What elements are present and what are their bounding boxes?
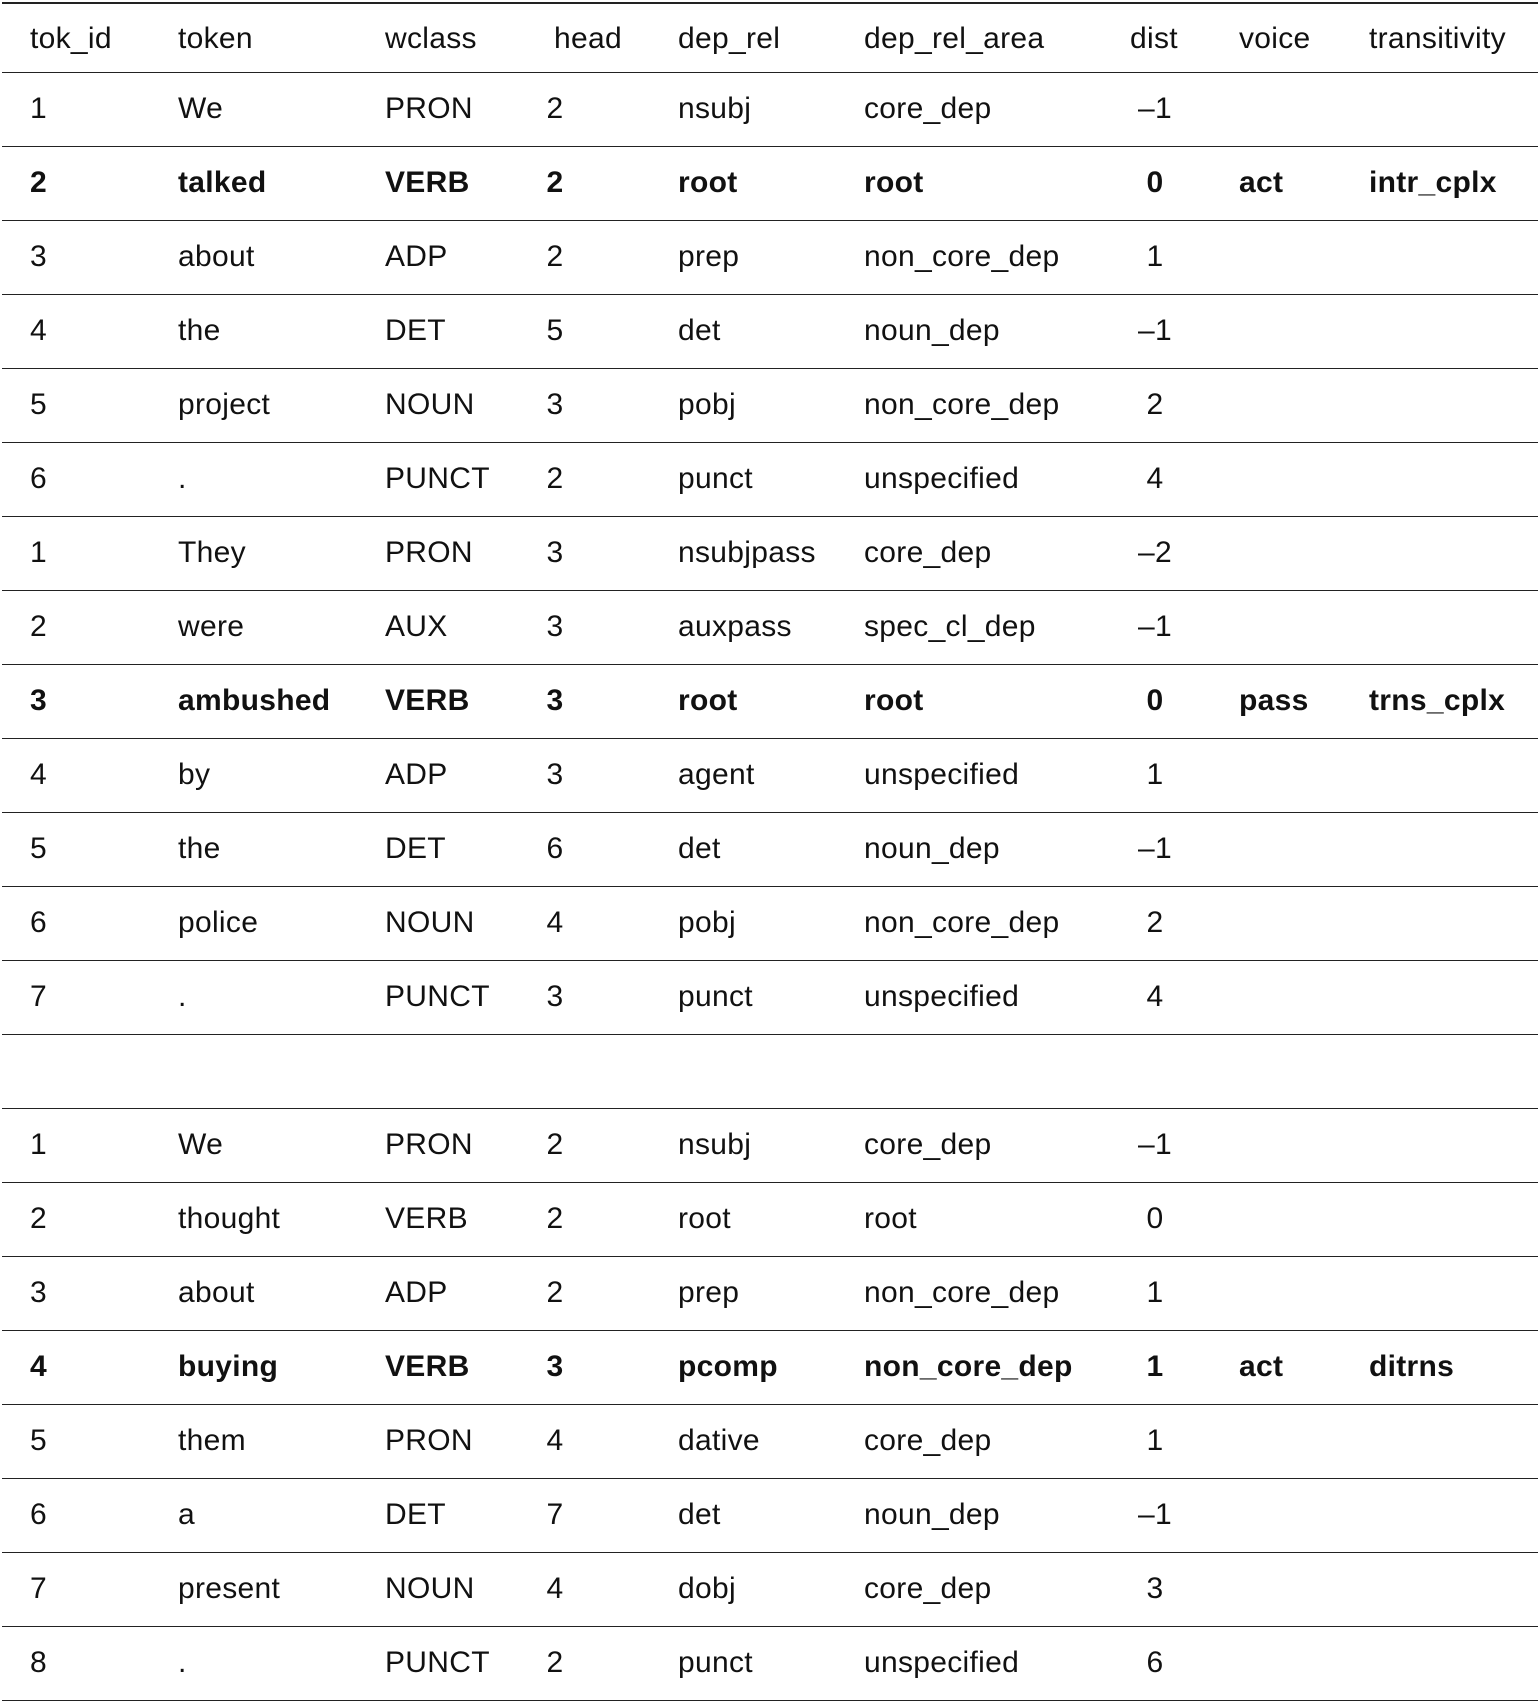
- cell-head: 6: [546, 832, 564, 865]
- cell-tok-id: 2: [30, 610, 47, 643]
- table-row: [0, 961, 1540, 1033]
- cell-wclass: PRON: [385, 1128, 473, 1161]
- cell-dep-rel-area: spec_cl_dep: [864, 610, 1036, 643]
- cell-dep-rel-area: unspecified: [864, 758, 1020, 791]
- cell-dep-rel-area: non_core_dep: [864, 1350, 1073, 1383]
- cell-tok-id: 1: [30, 92, 47, 125]
- header-token: token: [178, 22, 253, 55]
- cell-tok-id: 6: [30, 462, 47, 495]
- cell-token: thought: [178, 1202, 281, 1235]
- cell-head: 3: [546, 758, 564, 791]
- table-row: [0, 1183, 1540, 1255]
- table-header: [0, 6, 1540, 72]
- cell-dep-rel-area: root: [864, 166, 924, 199]
- cell-tok-id: 7: [30, 980, 47, 1013]
- cell-token: the: [178, 832, 221, 865]
- cell-tok-id: 6: [30, 1498, 47, 1531]
- cell-dep-rel: prep: [678, 1276, 740, 1309]
- cell-tok-id: 1: [30, 1128, 47, 1161]
- table-rule: [2, 1700, 1538, 1701]
- table-row: [0, 221, 1540, 293]
- cell-dist: 0: [1146, 166, 1164, 199]
- cell-head: 4: [546, 1572, 564, 1605]
- cell-dep-rel: pobj: [678, 906, 736, 939]
- cell-head: 2: [546, 1276, 564, 1309]
- cell-head: 4: [546, 906, 564, 939]
- table-row: [0, 147, 1540, 219]
- table-row: [0, 1109, 1540, 1181]
- cell-tok-id: 4: [30, 1350, 47, 1383]
- cell-wclass: ADP: [385, 1276, 448, 1309]
- table-row: [0, 443, 1540, 515]
- cell-dist: 1: [1146, 240, 1164, 273]
- cell-dist: 2: [1146, 906, 1164, 939]
- cell-dep-rel: punct: [678, 980, 753, 1013]
- cell-tok-id: 3: [30, 240, 47, 273]
- cell-dist: 1: [1146, 1276, 1164, 1309]
- cell-token: them: [178, 1424, 246, 1457]
- table-row: [0, 1405, 1540, 1477]
- cell-wclass: VERB: [385, 684, 470, 717]
- cell-dep-rel: nsubj: [678, 92, 752, 125]
- cell-wclass: PRON: [385, 1424, 473, 1457]
- cell-tok-id: 4: [30, 758, 47, 791]
- table-row: [0, 1331, 1540, 1403]
- cell-wclass: DET: [385, 314, 446, 347]
- header-transitivity: transitivity: [1369, 22, 1506, 55]
- table-row: [0, 369, 1540, 441]
- cell-transitivity: trns_cplx: [1369, 684, 1506, 717]
- cell-wclass: AUX: [385, 610, 448, 643]
- cell-dist: 2: [1146, 388, 1164, 421]
- cell-wclass: NOUN: [385, 388, 475, 421]
- table-row: [0, 73, 1540, 145]
- cell-dist: 4: [1146, 980, 1164, 1013]
- cell-token: a: [178, 1498, 195, 1531]
- cell-wclass: PRON: [385, 536, 473, 569]
- header-dep-rel: dep_rel: [678, 22, 781, 55]
- cell-token: They: [178, 536, 246, 569]
- cell-token: police: [178, 906, 259, 939]
- cell-dep-rel: root: [678, 684, 738, 717]
- cell-dep-rel: agent: [678, 758, 755, 791]
- cell-wclass: VERB: [385, 1202, 468, 1235]
- cell-dist: 1: [1146, 1424, 1164, 1457]
- cell-dep-rel-area: non_core_dep: [864, 906, 1060, 939]
- cell-dep-rel: prep: [678, 240, 740, 273]
- cell-transitivity: ditrns: [1369, 1350, 1455, 1383]
- table-row: [0, 813, 1540, 885]
- cell-dep-rel-area: root: [864, 684, 924, 717]
- cell-dep-rel: dative: [678, 1424, 760, 1457]
- cell-head: 2: [546, 240, 564, 273]
- header-tok-id: tok_id: [30, 22, 112, 55]
- cell-dist: –1: [1138, 832, 1172, 865]
- cell-wclass: PUNCT: [385, 462, 490, 495]
- cell-dep-rel-area: core_dep: [864, 1424, 992, 1457]
- cell-wclass: PRON: [385, 92, 473, 125]
- cell-dist: 6: [1146, 1646, 1164, 1679]
- cell-dep-rel-area: noun_dep: [864, 1498, 1000, 1531]
- cell-dep-rel: auxpass: [678, 610, 792, 643]
- cell-wclass: NOUN: [385, 906, 475, 939]
- cell-head: 3: [546, 536, 564, 569]
- cell-token: were: [178, 610, 245, 643]
- cell-voice: act: [1239, 166, 1284, 199]
- cell-dist: 1: [1146, 758, 1164, 791]
- table-row: [0, 887, 1540, 959]
- cell-dep-rel-area: unspecified: [864, 1646, 1020, 1679]
- cell-head: 2: [546, 1202, 564, 1235]
- cell-head: 2: [546, 1128, 564, 1161]
- cell-voice: act: [1239, 1350, 1284, 1383]
- cell-dep-rel-area: root: [864, 1202, 917, 1235]
- cell-token: present: [178, 1572, 281, 1605]
- table-row: [0, 1479, 1540, 1551]
- cell-dep-rel: det: [678, 832, 721, 865]
- table-row: [0, 665, 1540, 737]
- cell-dep-rel-area: non_core_dep: [864, 1276, 1060, 1309]
- cell-wclass: VERB: [385, 166, 470, 199]
- cell-tok-id: 3: [30, 1276, 47, 1309]
- cell-token: about: [178, 240, 255, 273]
- cell-dep-rel-area: core_dep: [864, 536, 992, 569]
- cell-wclass: ADP: [385, 758, 448, 791]
- table-row: [0, 1553, 1540, 1625]
- header-dist: dist: [1130, 22, 1178, 55]
- cell-dist: –1: [1138, 1128, 1172, 1161]
- cell-head: 5: [546, 314, 564, 347]
- cell-voice: pass: [1239, 684, 1309, 717]
- cell-wclass: VERB: [385, 1350, 470, 1383]
- cell-head: 2: [546, 1646, 564, 1679]
- cell-head: 7: [546, 1498, 564, 1531]
- cell-head: 3: [546, 980, 564, 1013]
- cell-dist: 3: [1146, 1572, 1164, 1605]
- cell-tok-id: 1: [30, 536, 47, 569]
- cell-dep-rel-area: unspecified: [864, 980, 1020, 1013]
- table-rule: [2, 1034, 1538, 1035]
- cell-tok-id: 2: [30, 166, 47, 199]
- cell-token: by: [178, 758, 211, 791]
- cell-dist: 0: [1146, 684, 1164, 717]
- cell-dep-rel: root: [678, 1202, 731, 1235]
- cell-token: about: [178, 1276, 255, 1309]
- cell-head: 3: [546, 610, 564, 643]
- cell-dep-rel: pcomp: [678, 1350, 778, 1383]
- cell-token: project: [178, 388, 271, 421]
- cell-dep-rel: root: [678, 166, 738, 199]
- cell-wclass: DET: [385, 1498, 446, 1531]
- cell-tok-id: 3: [30, 684, 47, 717]
- cell-tok-id: 6: [30, 906, 47, 939]
- cell-dist: 0: [1146, 1202, 1164, 1235]
- header-head: head: [554, 22, 622, 55]
- cell-dist: 4: [1146, 462, 1164, 495]
- cell-head: 3: [546, 684, 564, 717]
- cell-tok-id: 4: [30, 314, 47, 347]
- cell-tok-id: 7: [30, 1572, 47, 1605]
- cell-tok-id: 8: [30, 1646, 47, 1679]
- cell-dep-rel-area: noun_dep: [864, 314, 1000, 347]
- cell-transitivity: intr_cplx: [1369, 166, 1497, 199]
- table-row: [0, 1627, 1540, 1699]
- cell-head: 2: [546, 92, 564, 125]
- cell-dep-rel: punct: [678, 462, 753, 495]
- cell-dep-rel-area: noun_dep: [864, 832, 1000, 865]
- cell-dep-rel: det: [678, 314, 721, 347]
- cell-dist: –2: [1138, 536, 1172, 569]
- cell-dep-rel: punct: [678, 1646, 753, 1679]
- cell-dep-rel: dobj: [678, 1572, 736, 1605]
- cell-dep-rel: nsubj: [678, 1128, 752, 1161]
- table-row: [0, 739, 1540, 811]
- cell-token: .: [178, 1646, 187, 1679]
- cell-tok-id: 5: [30, 388, 47, 421]
- table-row: [0, 295, 1540, 367]
- cell-dist: –1: [1138, 610, 1172, 643]
- cell-dep-rel: pobj: [678, 388, 736, 421]
- cell-dep-rel: nsubjpass: [678, 536, 816, 569]
- cell-token: .: [178, 980, 187, 1013]
- cell-dep-rel: det: [678, 1498, 721, 1531]
- cell-head: 3: [546, 1350, 564, 1383]
- table-rule: [2, 2, 1538, 4]
- cell-wclass: PUNCT: [385, 980, 490, 1013]
- cell-wclass: ADP: [385, 240, 448, 273]
- cell-dep-rel-area: unspecified: [864, 462, 1020, 495]
- header-wclass: wclass: [385, 22, 477, 55]
- cell-wclass: DET: [385, 832, 446, 865]
- cell-dep-rel-area: non_core_dep: [864, 240, 1060, 273]
- cell-token: ambushed: [178, 684, 331, 717]
- cell-dep-rel-area: core_dep: [864, 1572, 992, 1605]
- cell-dist: –1: [1138, 92, 1172, 125]
- cell-tok-id: 5: [30, 832, 47, 865]
- cell-dep-rel-area: core_dep: [864, 1128, 992, 1161]
- cell-token: buying: [178, 1350, 279, 1383]
- cell-wclass: NOUN: [385, 1572, 475, 1605]
- cell-dist: –1: [1138, 1498, 1172, 1531]
- cell-token: .: [178, 462, 187, 495]
- cell-dist: –1: [1138, 314, 1172, 347]
- header-voice: voice: [1239, 22, 1311, 55]
- cell-token: talked: [178, 166, 267, 199]
- header-dep-rel-area: dep_rel_area: [864, 22, 1045, 55]
- table-row: [0, 1257, 1540, 1329]
- cell-tok-id: 5: [30, 1424, 47, 1457]
- cell-token: We: [178, 1128, 224, 1161]
- cell-dep-rel-area: core_dep: [864, 92, 992, 125]
- cell-token: the: [178, 314, 221, 347]
- cell-token: We: [178, 92, 224, 125]
- cell-dep-rel-area: non_core_dep: [864, 388, 1060, 421]
- cell-tok-id: 2: [30, 1202, 47, 1235]
- cell-head: 3: [546, 388, 564, 421]
- cell-dist: 1: [1146, 1350, 1164, 1383]
- table-row: [0, 591, 1540, 663]
- cell-wclass: PUNCT: [385, 1646, 490, 1679]
- cell-head: 2: [546, 166, 564, 199]
- cell-head: 4: [546, 1424, 564, 1457]
- table-row: [0, 517, 1540, 589]
- cell-head: 2: [546, 462, 564, 495]
